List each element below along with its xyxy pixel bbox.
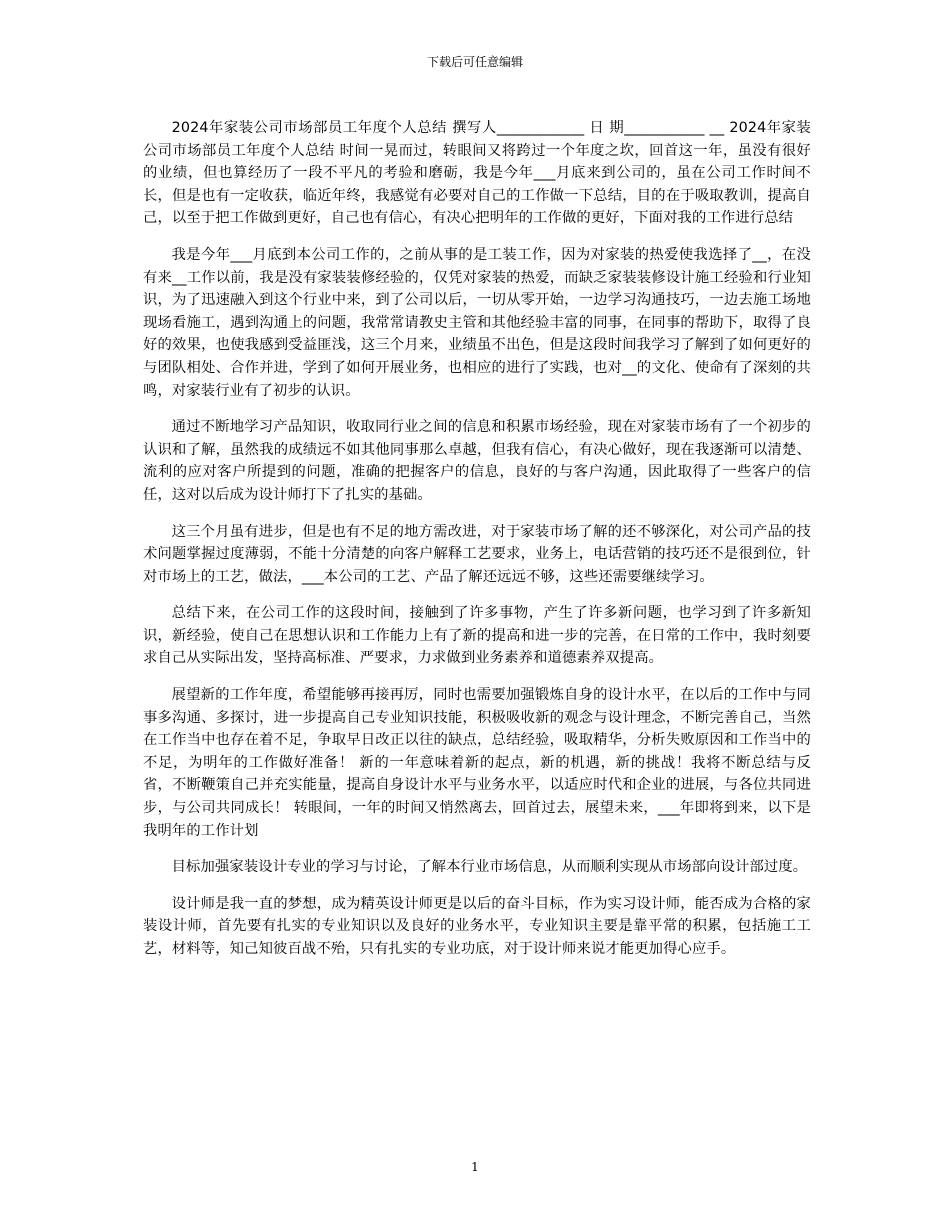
document-body	[143, 117, 811, 975]
paragraph-shortcomings: 这三个月虽有进步，但是也有不足的地方需改进，对于家装市场了解的还不够深化，对公司产品的技术问题掌握过度薄弱，不能十分清楚的向客户解释工艺要求，业务上，电话营销的技巧还不是很到位，针对市场上的工艺，做法，___本公司的工艺、产品了解还远远不够，这些还需要继续学习。	[143, 523, 811, 585]
paragraph-learning: 通过不断地学习产品知识，收取同行业之间的信息和积累市场经验，现在对家装市场有了一个初步的认识和了解，虽然我的成绩远不如其他同事那么卓越，但我有信心，有决心做好，现在我逐渐可以清楚、流利的应对客户所提到的问题，准确的把握客户的信息，良好的与客户沟通，因此取得了一些客户的信任，这对以后成为设计师打下了扎实的基础。	[143, 419, 811, 503]
page-number: 1	[471, 1160, 479, 1174]
page-header: 下载后可任意编辑	[426, 55, 523, 69]
paragraph-outlook: 展望新的工作年度，希望能够再接再厉，同时也需要加强锻炼自身的设计水平，在以后的工作中与同事多沟通、多探讨，进一步提高自己专业知识技能，积极吸收新的观念与设计理念，不断完善自己，当然在工作当中也存在着不足，争取早日改正以往的缺点，总结经验，吸取精华，分析失败原因和工作当中的不足，为明年的工作做好准备！ 新的一年意味着新的起点，新的机遇，新的挑战！我将不断总结与反省，不断鞭策自己并充实能量，提高自身设计水平与业务水平，以适应时代和企业的进展，与各位共同进步，与公司共同成长！ 转眼间，一年的时间又悄然离去，回首过去，展望未来，___年即将到来，以下是我明年的工作计划	[143, 687, 811, 839]
paragraph-background: 我是今年___月底到本公司工作的，之前从事的是工装工作，因为对家装的热爱使我选择了__，在没有来__工作以前，我是没有家装装修经验的，仅凭对家装的热爱，而缺乏家装装修设计施工经验和行业知识，为了迅速融入到这个行业中来，到了公司以后，一切从零开始，一边学习沟通技巧，一边去施工场地现场看施工，遇到沟通上的问题，我常常请教史主管和其他经验丰富的同事，在同事的帮助下，取得了良好的效果，也使我感到受益匪浅，这三个月来，业绩虽不出色，但是这段时间我学习了解到了如何更好的与团队相处、合作并进，学到了如何开展业务，也相应的进行了实践，也对__的文化、使命有了深刻的共鸣，对家装行业有了初步的认识。	[143, 246, 811, 399]
paragraph-title-intro: 2024年家装公司市场部员工年度个人总结 撰写人____________ 日 期___________ __ 2024年家装公司市场部员工年度个人总结 时间一晃而过，转眼间又将跨过一个年度之坎，回首这一年，虽没有很好的业绩，但也算经历了一段不平凡的考验和磨砺，我是今年___月底来到公司的，虽在公司工作时间不长，但是也有一定收获，临近年终，我感觉有必要对自己的工作做一下总结，目的在于吸取教训，提高自己，以至于把工作做到更好，自己也有信心，有决心把明年的工作做的更好，下面对我的工作进行总结	[143, 120, 811, 227]
paragraph-goal: 目标加强家装设计专业的学习与讨论，了解本行业市场信息，从而顺利实现从市场部向设计部过度。	[171, 859, 808, 876]
paragraph-designer: 设计师是我一直的梦想，成为精英设计师更是以后的奋斗目标，作为实习设计师，能否成为合格的家装设计师，首先要有扎实的专业知识以及良好的业务水平，专业知识主要是靠平常的积累，包括施工工艺，材料等，知己知彼百战不殆，只有扎实的专业功底，对于设计师来说才能更加得心应手。	[143, 895, 811, 957]
paragraph-summary: 总结下来，在公司工作的这段时间，接触到了许多事物，产生了许多新问题，也学习到了许多新知识，新经验，使自己在思想认识和工作能力上有了新的提高和进一步的完善，在日常的工作中，我时刻要求自己从实际出发，坚持高标准、严要求，力求做到业务素养和道德素养双提高。	[143, 605, 811, 667]
